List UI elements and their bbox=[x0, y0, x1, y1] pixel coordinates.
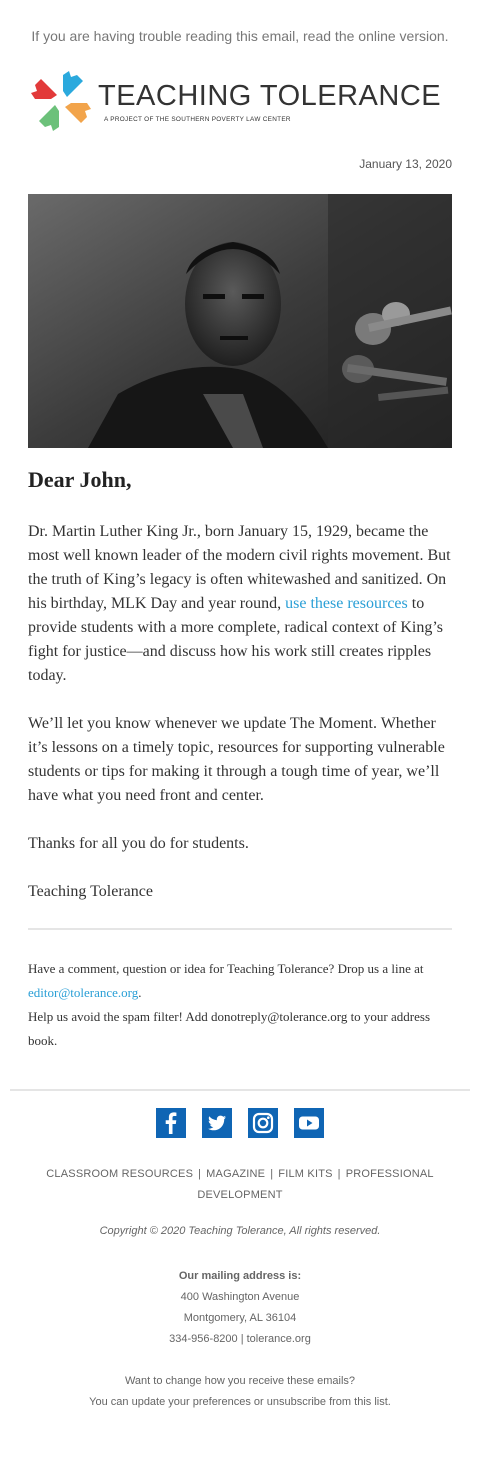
address-street: 400 Washington Avenue bbox=[180, 1291, 300, 1303]
hero-image bbox=[28, 194, 452, 448]
logo-tagline: A PROJECT OF THE SOUTHERN POVERTY LAW CENTER bbox=[104, 116, 291, 123]
logo-wordmark: TEACHING TOLERANCE bbox=[98, 80, 442, 112]
prefs-update-unsubscribe[interactable]: You can update your preferences or unsubscribe from this list. bbox=[89, 1396, 391, 1408]
update-paragraph: We’ll let you know whenever we update The Moment. Whether it’s lessons on a timely topic, resources for supporting vulnerable students or tips for making it through a tough time of year, we’ll have what you need front and center. bbox=[28, 715, 445, 804]
intro-paragraph bbox=[28, 520, 452, 688]
footer-divider bbox=[10, 1089, 470, 1091]
instagram-icon[interactable] bbox=[248, 1108, 278, 1138]
editor-email-link[interactable]: editor@tolerance.org bbox=[28, 985, 139, 1000]
resources-link[interactable]: use these resources bbox=[285, 595, 408, 612]
hands-logo-icon bbox=[28, 68, 94, 134]
mlk-photo bbox=[28, 194, 452, 448]
footer-nav bbox=[40, 1164, 440, 1206]
footer-link-professional-development[interactable]: PROFESSIONAL DEVELOPMENT bbox=[197, 1168, 434, 1201]
intro-text-end: to provide students with a more complete, radical context of King’s fight for justice—and discuss how his work still creates ripples today. bbox=[28, 595, 443, 684]
footer-separator: | bbox=[270, 1168, 274, 1180]
footer-separator: | bbox=[198, 1168, 202, 1180]
copyright-notice: Copyright © 2020 Teaching Tolerance, All rights reserved. bbox=[99, 1225, 381, 1237]
greeting: Dear John, bbox=[28, 467, 132, 492]
prefs-question: Want to change how you receive these emails? bbox=[124, 1375, 356, 1387]
address-phone-site: 334-956-8200 | tolerance.org bbox=[169, 1333, 311, 1345]
content-divider bbox=[28, 928, 452, 930]
intro-text-start: Dr. Martin Luther King Jr., born January 15, 1929, became the most well known leader of the modern civil rights movement. But the truth of King’s legacy is often whitewashed and sanitized. On his birthday, MLK Day and year round, bbox=[28, 523, 451, 612]
address-heading: Our mailing address is: bbox=[178, 1270, 302, 1282]
email-preferences bbox=[0, 1371, 480, 1413]
email-body bbox=[28, 466, 452, 904]
twitter-icon[interactable] bbox=[202, 1108, 232, 1138]
contact-section bbox=[28, 957, 452, 1053]
footer-link-film-kits[interactable]: FILM KITS bbox=[278, 1168, 333, 1180]
contact-text: Have a comment, question or idea for Teaching Tolerance? Drop us a line at bbox=[28, 961, 424, 976]
email-date: January 13, 2020 bbox=[359, 157, 452, 171]
youtube-icon[interactable] bbox=[294, 1108, 324, 1138]
footer-separator: | bbox=[337, 1168, 341, 1180]
teaching-tolerance-logo[interactable] bbox=[28, 68, 442, 136]
preheader bbox=[0, 28, 480, 44]
spam-filter-line: Help us avoid the spam filter! Add donotreply@tolerance.org to your address book. bbox=[28, 1009, 430, 1048]
facebook-icon[interactable] bbox=[156, 1108, 186, 1138]
contact-period: . bbox=[138, 985, 142, 1000]
signature: Teaching Tolerance bbox=[28, 883, 153, 900]
online-version-link[interactable]: If you are having trouble reading this email, read the online version. bbox=[31, 28, 449, 44]
mailing-address bbox=[0, 1266, 480, 1350]
footer-link-classroom-resources[interactable]: CLASSROOM RESOURCES bbox=[46, 1168, 194, 1180]
thanks-paragraph: Thanks for all you do for students. bbox=[28, 835, 249, 852]
social-links bbox=[0, 1108, 480, 1138]
contact-line bbox=[28, 957, 452, 1005]
footer-link-magazine[interactable]: MAGAZINE bbox=[206, 1168, 266, 1180]
address-city: Montgomery, AL 36104 bbox=[183, 1312, 297, 1324]
